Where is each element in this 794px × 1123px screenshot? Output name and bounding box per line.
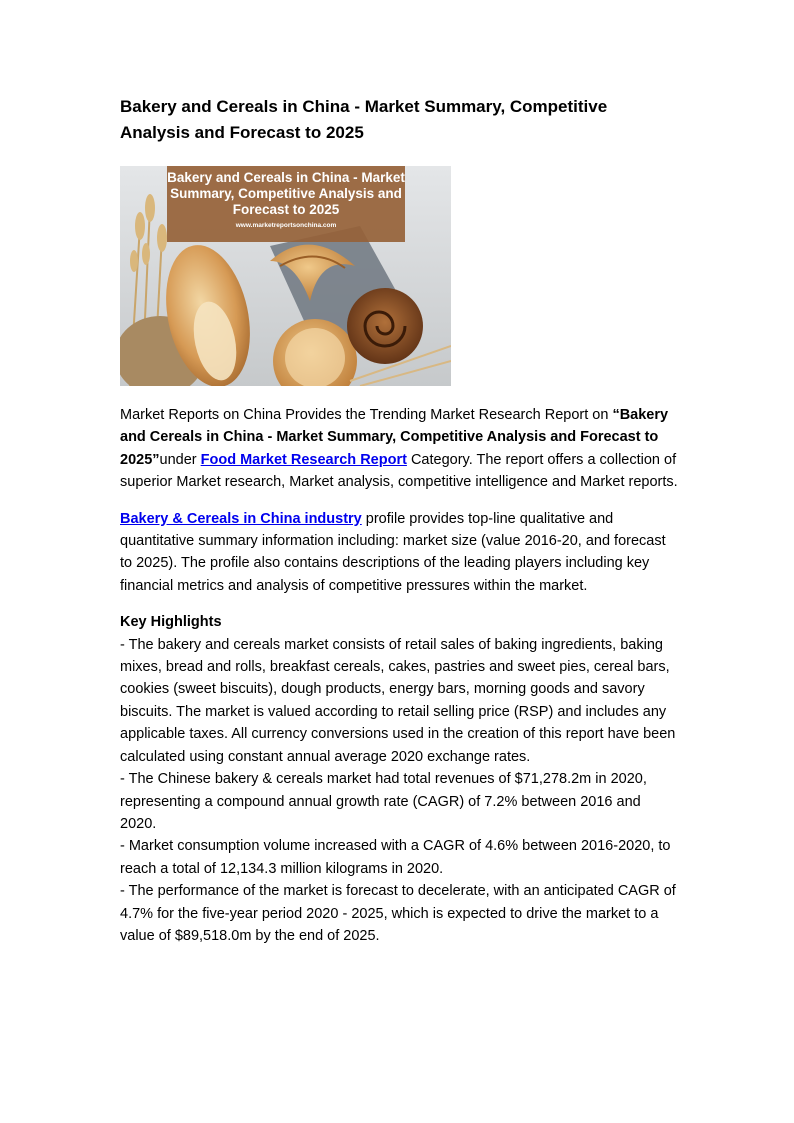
- bakery-industry-link[interactable]: Bakery & Cereals in China industry: [120, 510, 362, 527]
- intro-text-1: Market Reports on China Provides the Trending Market Research Report on: [120, 407, 613, 423]
- key-highlights-section: [120, 611, 680, 947]
- key-highlights-heading: Key Highlights: [120, 614, 222, 631]
- profile-paragraph: [120, 508, 680, 598]
- highlight-item: - The bakery and cereals market consists of retail sales of baking ingredients, baking mixes, bread and rolls, breakfast cereals, cakes, pastries and sweet pies, cereal bars, cookies (sweet biscuits), dough products, energy bars, morning goods and savory biscuits. The market is valued according to retail selling price (RSP) and includes any applicable taxes. All currency conversions used in the creation of this report have been calculated using constant annual average 2020 exchange rates.: [120, 636, 676, 765]
- highlight-item: - Market consumption volume increased with a CAGR of 4.6% between 2016-2020, to reach a total of 12,134.3 million kilograms in 2020.: [120, 838, 671, 877]
- hero-banner: [167, 166, 405, 242]
- intro-text-3: Category. The report offers a collection of superior Market research, Market analysis, competitive intelligence and Market reports.: [120, 451, 678, 491]
- intro-text-2: under: [159, 451, 201, 468]
- hero-image: [120, 166, 451, 386]
- food-market-research-link[interactable]: Food Market Research Report: [200, 451, 407, 468]
- page-title: Bakery and Cereals in China - Market Summary, Competitive Analysis and Forecast to 2025: [120, 97, 608, 142]
- document-page: [120, 94, 680, 961]
- hero-banner-url: www.marketreportsonchina.com: [235, 222, 337, 229]
- profile-text: profile provides top-line qualitative and quantitative summary information including: market size (value 2016-20, and forecast to 2025). The profile also contains descriptions of the leading players including key financial metrics and analysis of competitive pressures within the market.: [120, 510, 666, 594]
- intro-report-title: “Bakery and Cereals in China - Market Summary, Competitive Analysis and Forecast to 2025”: [120, 407, 669, 468]
- highlight-item: - The performance of the market is forecast to decelerate, with an anticipated CAGR of 4.7% for the five-year period 2020 - 2025, which is expected to drive the market to a value of $89,518.0m by the end of 2025.: [120, 883, 676, 944]
- highlight-item: - The Chinese bakery & cereals market had total revenues of $71,278.2m in 2020, representing a compound annual growth rate (CAGR) of 7.2% between 2016 and 2020.: [120, 771, 647, 832]
- intro-paragraph: [120, 404, 680, 494]
- hero-banner-title: Bakery and Cereals in China - Market Summary, Competitive Analysis and Forecast to 2025: [167, 170, 405, 217]
